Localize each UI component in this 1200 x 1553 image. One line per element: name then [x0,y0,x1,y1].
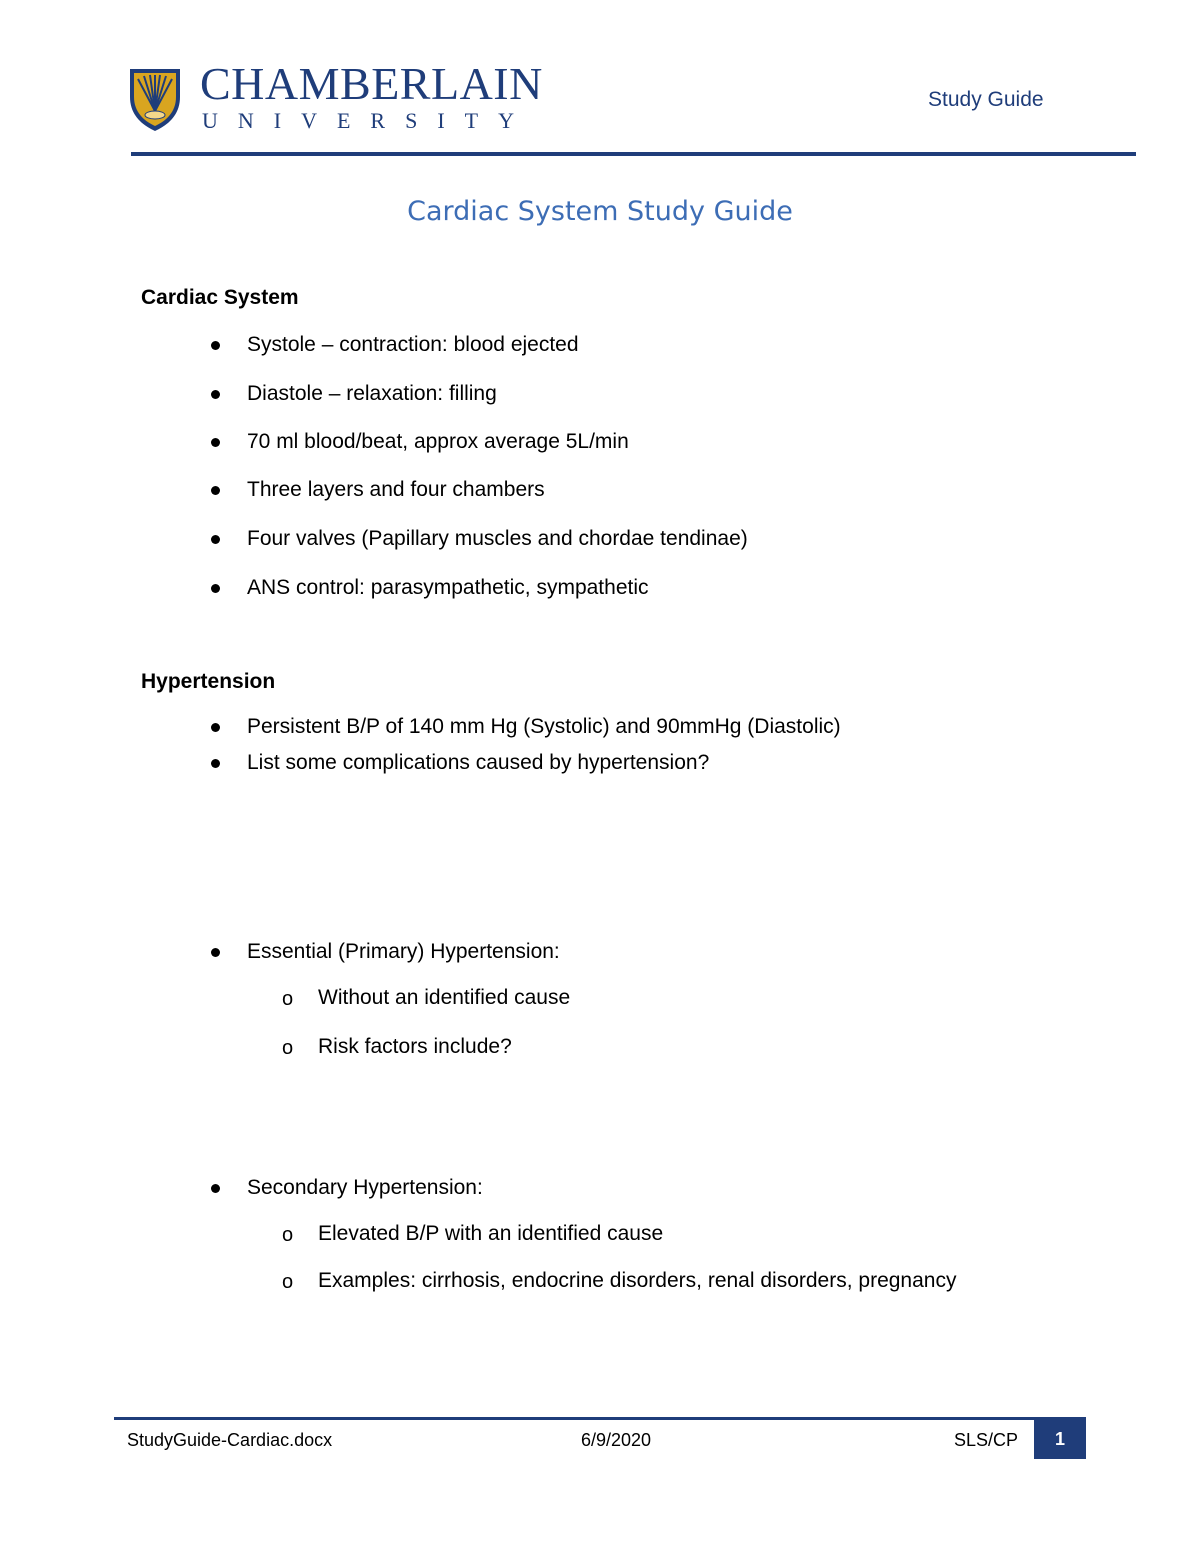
bullet-icon [211,390,220,399]
cardiac-item: 70 ml blood/beat, approx average 5L/min [247,430,629,453]
cardiac-item: Three layers and four chambers [247,478,545,501]
bullet-icon [211,948,220,957]
footer-filename: StudyGuide-Cardiac.docx [127,1430,333,1450]
bullet-icon [211,486,220,495]
cardiac-item: Systole – contraction: blood ejected [247,333,579,356]
logo-subtitle: UNIVERSITY [202,108,534,133]
cardiac-system-heading: Cardiac System [141,286,299,309]
header-divider [131,152,1136,156]
essential-sub-item: Without an identified cause [318,986,571,1009]
bullet-icon [211,438,220,447]
secondary-hypertension-label: Secondary Hypertension: [247,1176,483,1199]
bullet-icon [211,584,220,593]
bullet-icon [211,759,220,768]
sub-bullet-icon: o [282,988,294,1010]
header-document-type: Study Guide [928,88,1044,111]
bullet-icon [211,723,220,732]
logo-wordmark: CHAMBERLAIN [200,58,543,109]
hypertension-item: Persistent B/P of 140 mm Hg (Systolic) and 90mmHg (Diastolic) [247,715,841,738]
footer-initials: SLS/CP [954,1430,1019,1450]
footer-divider [114,1417,1086,1420]
sub-bullet-icon: o [282,1224,294,1246]
cardiac-item: Four valves (Papillary muscles and chordae tendinae) [247,527,748,550]
sub-bullet-icon: o [282,1037,294,1059]
secondary-sub-item: Elevated B/P with an identified cause [318,1222,664,1245]
cardiac-item: ANS control: parasympathetic, sympathetic [247,576,649,599]
secondary-sub-item: Examples: cirrhosis, endocrine disorders, renal disorders, pregnancy [318,1269,957,1292]
sub-bullet-icon: o [282,1271,294,1293]
cardiac-item: Diastole – relaxation: filling [247,382,497,405]
bullet-icon [211,1184,220,1193]
hypertension-item: List some complications caused by hypertension? [247,751,710,774]
footer-date: 6/9/2020 [581,1430,652,1450]
university-shield-logo [128,67,182,133]
hypertension-heading: Hypertension [141,670,276,693]
page-number: 1 [1034,1419,1086,1459]
bullet-icon [211,535,220,544]
bullet-icon [211,341,220,350]
essential-hypertension-label: Essential (Primary) Hypertension: [247,940,560,963]
document-title: Cardiac System Study Guide [407,196,793,227]
essential-sub-item: Risk factors include? [318,1035,512,1058]
